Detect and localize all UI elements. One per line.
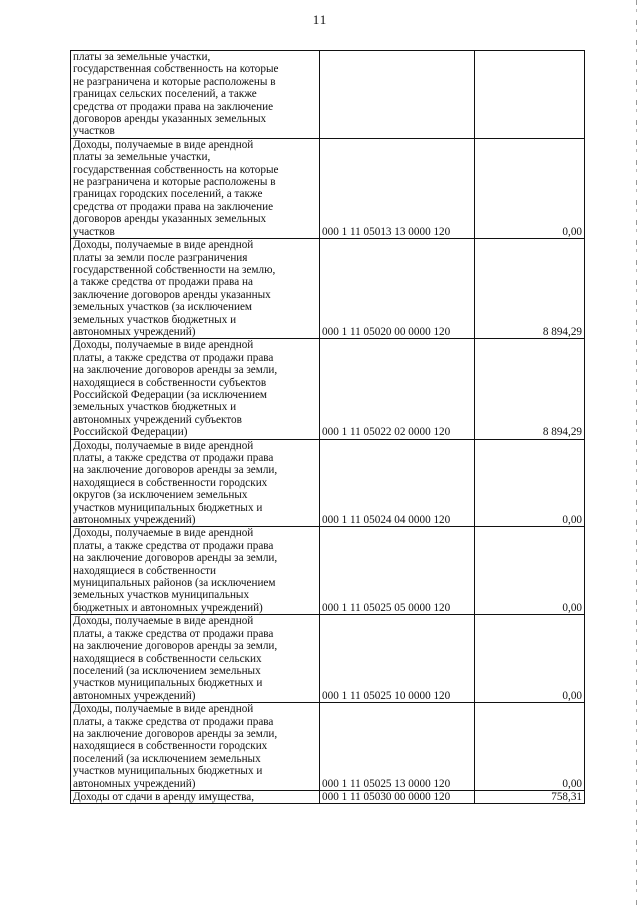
table-row: [71, 339, 585, 439]
classification-code-cell: 000 1 11 05013 13 0000 120: [320, 138, 475, 238]
revenue-name-cell: Доходы, получаемые в виде арендной платы за земли после разграничения государственной собственности на землю, а также средства от продажи права на заключение договоров аренды указанных земельных участков (за исключением земельных участков бюджетных и автономных учреждений): [71, 239, 320, 339]
table-row: [71, 527, 585, 615]
revenue-name-cell: Доходы, получаемые в виде арендной платы за земельные участки, государственная собственность на которые не разграничена и которые расположены в границах городских поселений, а также средства от продажи права на заключение договоров аренды указанных земельных участков: [71, 138, 320, 238]
classification-code-cell: 000 1 11 05022 02 0000 120: [320, 339, 475, 439]
amount-cell: 0,00: [475, 439, 585, 527]
revenue-table-body: [71, 51, 585, 804]
page-number: 11: [312, 12, 328, 27]
revenue-name-cell: Доходы от сдачи в аренду имущества,: [71, 790, 320, 803]
table-row: [71, 138, 585, 238]
revenue-name-cell: Доходы, получаемые в виде арендной платы, а также средства от продажи права на заключение договоров аренды за земли, находящиеся в собственности городских поселений (за исключением земельных участков муниципальных бюджетных и автономных учреждений): [71, 703, 320, 791]
classification-code-cell: 000 1 11 05025 10 0000 120: [320, 615, 475, 703]
table-row: [71, 703, 585, 791]
revenue-name-cell: Доходы, получаемые в виде арендной платы, а также средства от продажи права на заключение договоров аренды за земли, находящиеся в собственности муниципальных районов (за исключением земельных участков муниципальных бюджетных и автономных учреждений): [71, 527, 320, 615]
amount-cell: 0,00: [475, 527, 585, 615]
amount-cell: [475, 51, 585, 139]
table-row: [71, 790, 585, 803]
scan-edge-artifact: [636, 0, 637, 905]
revenue-name-cell: Доходы, получаемые в виде арендной платы, а также средства от продажи права на заключение договоров аренды за земли, находящиеся в собственности субъектов Российской Федерации (за исключением земельных участков бюджетных и автономных учреждений субъектов Российской Федерации): [71, 339, 320, 439]
classification-code-cell: 000 1 11 05025 05 0000 120: [320, 527, 475, 615]
amount-cell: 8 894,29: [475, 239, 585, 339]
table-row: [71, 439, 585, 527]
classification-code-cell: [320, 51, 475, 139]
revenue-name-cell: Доходы, получаемые в виде арендной платы, а также средства от продажи права на заключение договоров аренды за земли, находящиеся в собственности сельских поселений (за исключением земельных участков муниципальных бюджетных и автономных учреждений): [71, 615, 320, 703]
amount-cell: 0,00: [475, 615, 585, 703]
classification-code-cell: 000 1 11 05025 13 0000 120: [320, 703, 475, 791]
amount-cell: 0,00: [475, 138, 585, 238]
classification-code-cell: 000 1 11 05024 04 0000 120: [320, 439, 475, 527]
revenue-name-cell: платы за земельные участки, государственная собственность на которые не разграничена и которые расположены в границах сельских поселений, а также средства от продажи права на заключение договоров аренды указанных земельных участков: [71, 51, 320, 139]
table-row: [71, 51, 585, 139]
table-row: [71, 239, 585, 339]
amount-cell: 758,31: [475, 790, 585, 803]
classification-code-cell: 000 1 11 05030 00 0000 120: [320, 790, 475, 803]
amount-cell: 0,00: [475, 703, 585, 791]
amount-cell: 8 894,29: [475, 339, 585, 439]
revenue-name-cell: Доходы, получаемые в виде арендной платы, а также средства от продажи права на заключение договоров аренды за земли, находящиеся в собственности городских округов (за исключением земельных участков муниципальных бюджетных и автономных учреждений): [71, 439, 320, 527]
classification-code-cell: 000 1 11 05020 00 0000 120: [320, 239, 475, 339]
revenue-table: [70, 50, 585, 804]
table-row: [71, 615, 585, 703]
